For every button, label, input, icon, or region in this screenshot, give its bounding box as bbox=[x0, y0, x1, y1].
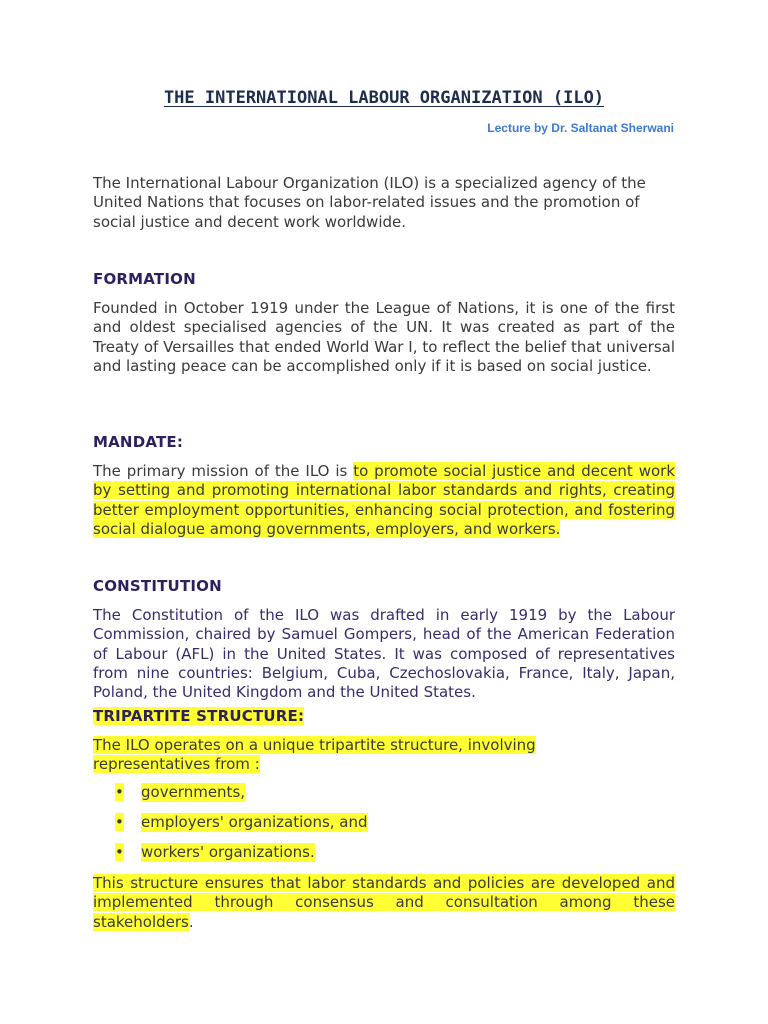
document-title-text: THE INTERNATIONAL LABOUR ORGANIZATION (ILO) bbox=[163, 88, 605, 108]
tripartite-heading bbox=[93, 707, 304, 725]
mandate-text-highlight: to promote social justice and decent work by setting and promoting international labor standards and rights, creating better employment opportunities, enhancing social protection, and fostering social dialogue among governments, employers, and workers. bbox=[93, 462, 675, 538]
tripartite-bullet-list bbox=[93, 783, 368, 873]
tripartite-intro-text: The ILO operates on a unique tripartite structure, involving representatives from : bbox=[93, 736, 536, 774]
bullet-icon: • bbox=[115, 813, 124, 831]
document-title bbox=[0, 88, 768, 108]
tripartite-closing bbox=[93, 874, 675, 932]
mandate-text-plain: The primary mission of the ILO is bbox=[93, 462, 354, 480]
tripartite-closing-plain: . bbox=[188, 912, 194, 931]
tripartite-intro bbox=[93, 736, 563, 775]
tripartite-heading-text: TRIPARTITE STRUCTURE: bbox=[93, 707, 305, 725]
bullet-icon: • bbox=[115, 843, 124, 861]
list-item bbox=[93, 813, 368, 843]
intro-paragraph: The International Labour Organization (ILO) is a specialized agency of the United Nations that focuses on labor-related issues and the promotion of social justice and decent work worldwide. bbox=[93, 174, 646, 231]
tripartite-closing-highlight: This structure ensures that labor standards and policies are developed and implemented through consensus and consultation among these stakeholders bbox=[93, 874, 675, 931]
mandate-heading: MANDATE: bbox=[93, 433, 184, 451]
constitution-heading: CONSTITUTION bbox=[93, 577, 222, 595]
mandate-paragraph bbox=[93, 462, 675, 539]
formation-paragraph: Founded in October 1919 under the League of Nations, it is one of the first and oldest specialised agencies of the UN. It was created as part of the Treaty of Versailles that ended World War I, to reflect the belief that universal and lasting peace can be accomplished only if it is based on social justice. bbox=[93, 299, 675, 375]
bullet-icon: • bbox=[115, 783, 124, 801]
list-item bbox=[93, 783, 368, 813]
bullet-text: governments, bbox=[141, 783, 246, 801]
bullet-text: workers' organizations. bbox=[141, 843, 315, 861]
constitution-paragraph: The Constitution of the ILO was drafted in early 1919 by the Labour Commission, chaired by Samuel Gompers, head of the American Federation of Labour (AFL) in the United States. It was composed of representatives from nine countries: Belgium, Cuba, Czechoslovakia, France, Italy, Japan, Poland, the United Kingdom and the United States. bbox=[93, 606, 675, 702]
list-item bbox=[93, 843, 368, 873]
bullet-text: employers' organizations, and bbox=[141, 813, 368, 831]
formation-heading: FORMATION bbox=[93, 270, 196, 288]
lecture-byline: Lecture by Dr. Saltanat Sherwani bbox=[487, 121, 674, 135]
